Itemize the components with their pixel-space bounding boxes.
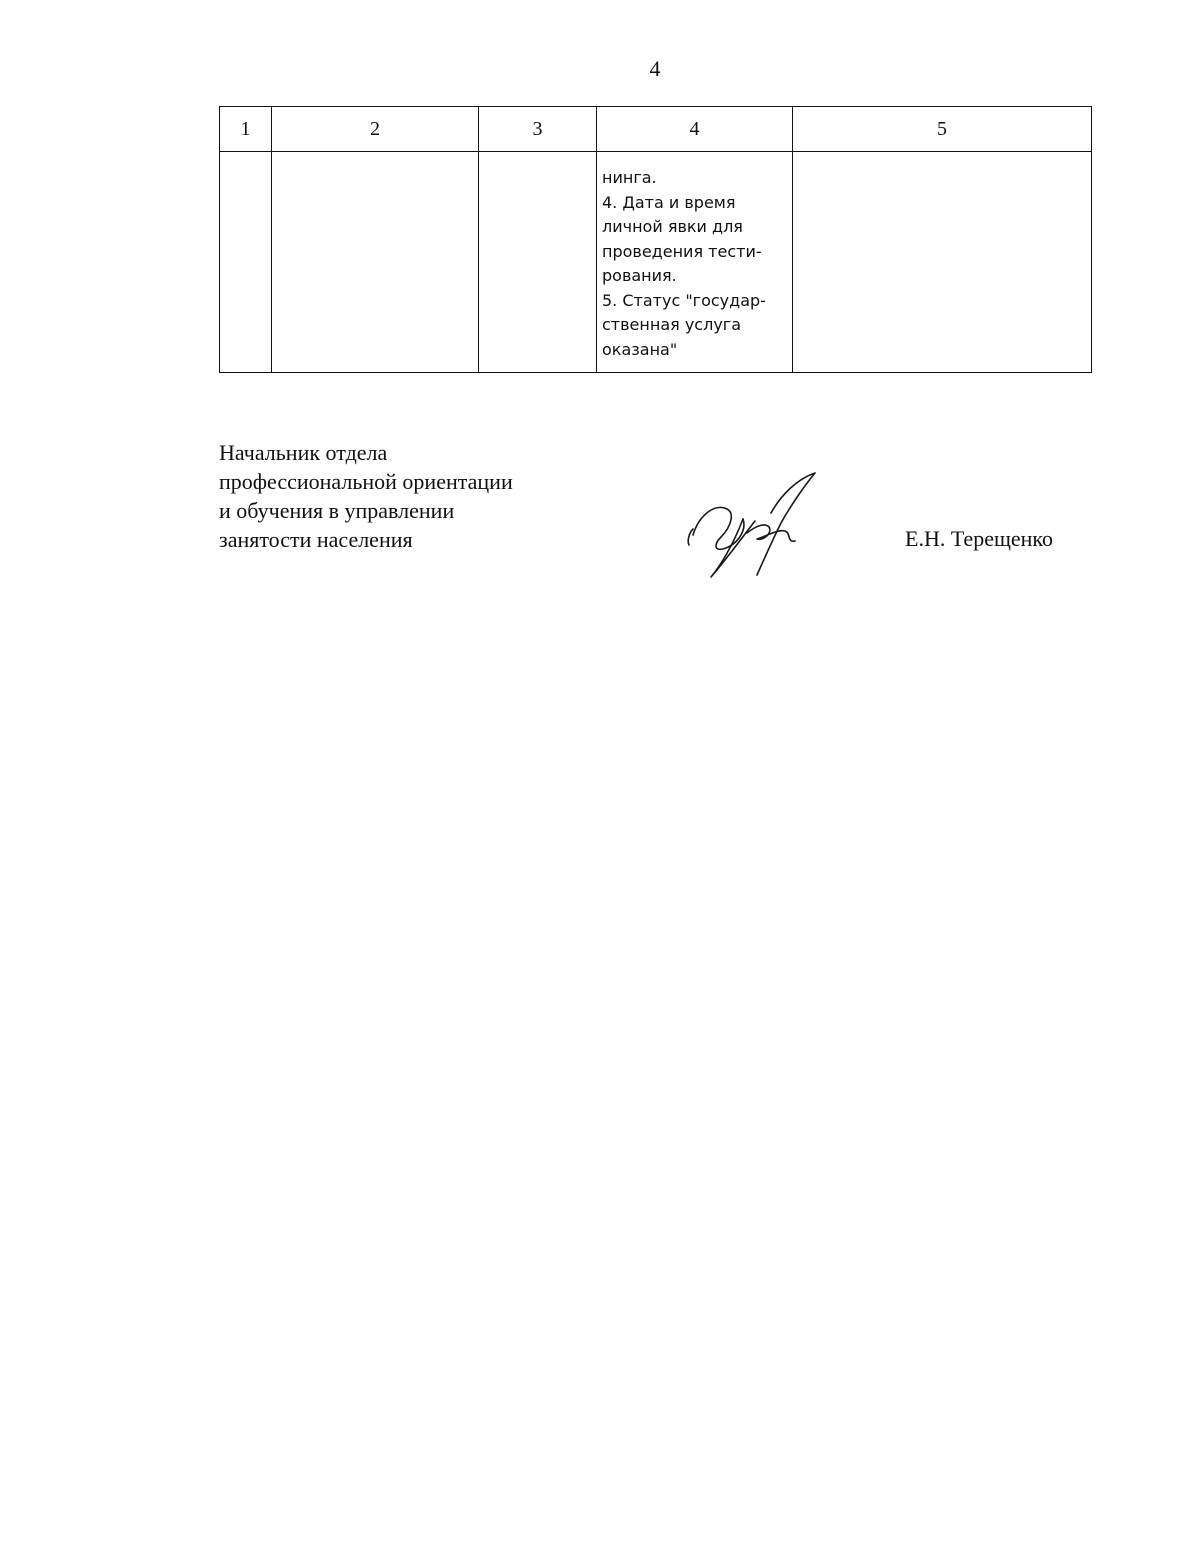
- table-header-row: [220, 107, 1092, 152]
- result-line: 5. Статус "государ-: [602, 290, 766, 310]
- table-row: [220, 152, 1092, 373]
- column-header-1: 1: [220, 107, 272, 152]
- column-header-2: 2: [272, 107, 479, 152]
- column-header-5: 5: [793, 107, 1092, 152]
- result-line: 4. Дата и время: [602, 192, 736, 212]
- handwritten-signature: [685, 465, 830, 590]
- table-cell-1: [220, 152, 272, 373]
- result-line: оказана": [602, 339, 678, 359]
- result-line: ственная услуга: [602, 315, 741, 334]
- table-cell-4: [597, 152, 793, 373]
- position-line: и обучения в управлении: [219, 498, 455, 523]
- page-number: 4: [649, 56, 661, 81]
- table-cell-3: [479, 152, 597, 373]
- result-line: личной явки для: [602, 217, 743, 236]
- result-list: [597, 152, 792, 362]
- signer-position: [219, 438, 513, 554]
- position-line: Начальник отдела: [219, 440, 388, 465]
- column-header-4: 4: [597, 107, 793, 152]
- position-line: занятости населения: [219, 527, 413, 552]
- services-table: [219, 106, 1092, 373]
- result-line: проведения тести-: [602, 241, 762, 261]
- result-line: нинга.: [602, 168, 657, 187]
- result-line: рования.: [602, 266, 677, 285]
- table-cell-2: [272, 152, 479, 373]
- column-header-3: 3: [479, 107, 597, 152]
- signer-name: Е.Н. Терещенко: [905, 526, 1054, 551]
- table-cell-5: [793, 152, 1092, 373]
- position-line: профессиональной ориентации: [219, 469, 513, 494]
